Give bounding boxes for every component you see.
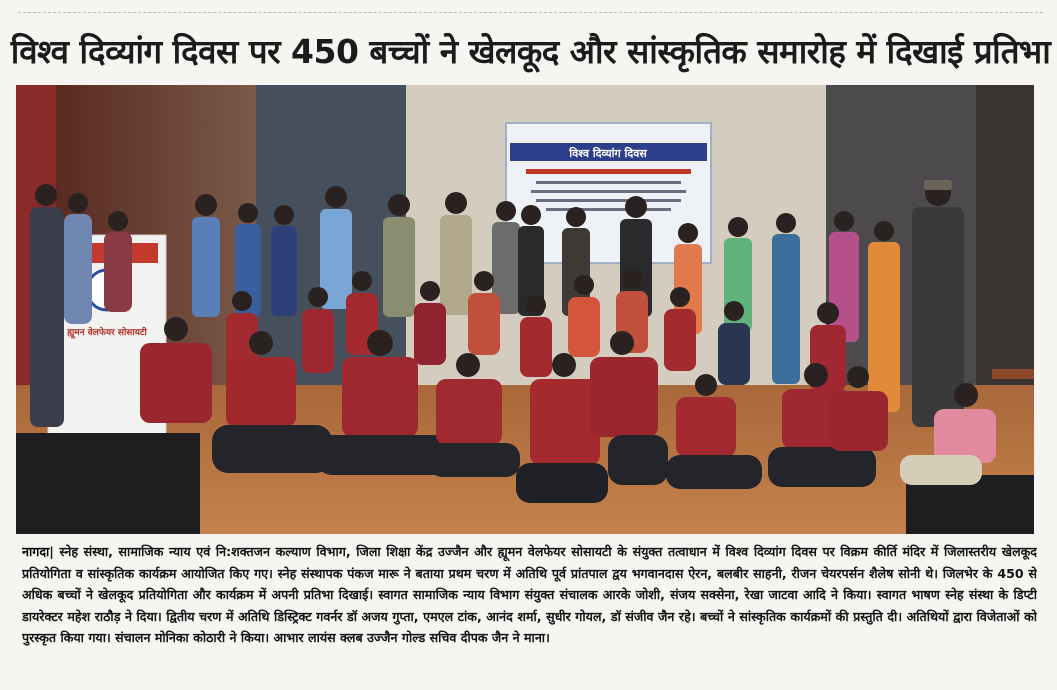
top-divider bbox=[18, 12, 1043, 13]
article-body-text: | स्नेह संस्था, सामाजिक न्याय एवं नि:शक्तजन कल्याण विभाग, जिला शिक्षा केंद्र उज्जैन और ह्यूमन वेलफेयर सोसायटी के संयुक्त तत्वाधान में विश्व दिव्यांग दिवस पर विक्रम कीर्ति मंदिर में जिलास्तरीय खेलकूद प्रतियोगिता व सांस्कृतिक कार्यक्रम आयोजित किए गए। स्नेह संस्थापक पंकज मारू ने बताया प्रथम चरण में अतिथि पूर्व प्रांतपाल द्वय भगवानदास ऐरन, बलबीर साहनी, रीजन चेयरपर्सन शैलेष सोनी थे। जिलभेर के 450 से अधिक बच्चों ने खेलकूद प्रतियोगिता और कार्यक्रम में अपनी प्रतिभा दिखाई। स्वागत सामाजिक न्याय विभाग संयुक्त संचालक आरके जोशी, संजय सक्सेना, रेखा जाटवा आदि ने किया। स्वागत भाषण स्नेह संस्था के डिप्टी डायरेक्टर महेश राठौड़ ने दिया। द्वितीय चरण में अतिथि डिस्ट्रिक्ट गवर्नर डॉ अजय गुप्ता, एमएल टांक, आनंद शर्मा, सुधीर गोयल, डॉ संजीव जैन रहे। बच्चों ने सांस्कृतिक कार्यक्रमों की प्रस्तुति दी। अतिथियों द्वारा विजेताओं को पुरस्कृत किया गया। संचालन मोनिका कोठारी ने किया। आभार लायंस क्लब उज्जैन गोल्ड सचिव दीपक जैन ने माना। bbox=[22, 544, 1037, 646]
podium-label: ह्यूमन वेलफेयर सोसायटी bbox=[67, 328, 147, 338]
group-photo bbox=[16, 85, 1034, 534]
headline: विश्व दिव्यांग दिवस पर 450 बच्चों ने खेलकूद और सांस्कृतिक समारोह में दिखाई प्रतिभा bbox=[10, 31, 1051, 71]
banner-title: विश्व दिव्यांग दिवस bbox=[569, 147, 647, 160]
dateline: नागदा bbox=[22, 544, 50, 559]
article-body bbox=[22, 541, 1037, 683]
